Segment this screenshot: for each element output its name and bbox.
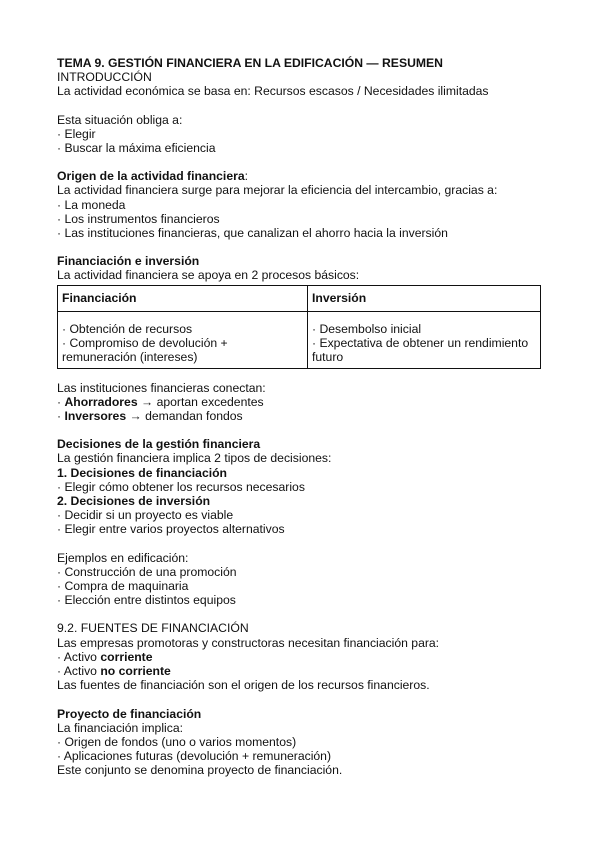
- activo-no-corriente-label: no corriente: [100, 664, 171, 679]
- fin-inv-text: La actividad financiera se apoya en 2 procesos básicos:: [57, 268, 360, 283]
- intro-text: La actividad económica se basa en: Recursos escasos / Necesidades ilimitadas: [57, 84, 489, 99]
- table-cell-financiacion: [58, 311, 308, 368]
- decision-inversion-heading: 2. Decisiones de inversión: [57, 494, 211, 509]
- ejemplos-heading: Ejemplos en edificación:: [57, 550, 189, 565]
- list-item: · La moneda: [57, 197, 126, 212]
- list-item: · Decidir si un proyecto es viable: [57, 508, 234, 523]
- activo-prefix: · Activo: [57, 664, 101, 679]
- fin-inv-heading: Financiación e inversión: [57, 254, 200, 269]
- proyecto-text-2: Este conjunto se denomina proyecto de financiación.: [57, 763, 343, 778]
- origen-text: La actividad financiera surge para mejorar la eficiencia del intercambio, gracias a:: [57, 183, 498, 198]
- activo-prefix: · Activo: [57, 649, 101, 664]
- intro-obliga: Esta situación obliga a:: [57, 112, 183, 127]
- table-row: [58, 311, 541, 368]
- bullet: ·: [57, 394, 65, 409]
- origen-heading-suffix: :: [244, 169, 249, 184]
- decision-financiacion-heading: 1. Decisiones de financiación: [57, 465, 228, 480]
- list-item: · Los instrumentos financieros: [57, 211, 220, 226]
- fuentes-text-2: Las fuentes de financiación son el origen de los recursos financieros.: [57, 678, 430, 693]
- cell-line: · Expectativa de obtener un rendimiento: [312, 335, 529, 350]
- list-item: · Compra de maquinaria: [57, 579, 189, 594]
- ahorradores-desc: → aportan excedentes: [137, 394, 264, 409]
- decisiones-text: La gestión financiera implica 2 tipos de decisiones:: [57, 451, 332, 466]
- activo-corriente-label: corriente: [100, 649, 153, 664]
- inversores-label: Inversores: [64, 409, 127, 424]
- origen-heading-text: Origen de la actividad financiera: [57, 169, 245, 184]
- ahorradores-label: Ahorradores: [64, 394, 138, 409]
- list-item: · Elegir entre varios proyectos alternativos: [57, 522, 285, 537]
- cell-line: remuneración (intereses): [62, 349, 198, 364]
- list-item-inversores: [57, 409, 560, 423]
- decisiones-heading: Decisiones de la gestión financiera: [57, 437, 261, 452]
- origen-heading: [57, 169, 560, 183]
- intro-heading: INTRODUCCIÓN: [57, 70, 152, 85]
- list-item-activo-no-corriente: [57, 664, 560, 678]
- document-title: TEMA 9. GESTIÓN FINANCIERA EN LA EDIFICACIÓN — RESUMEN: [57, 56, 443, 70]
- table-header-financiacion: Financiación: [58, 285, 308, 311]
- fuentes-heading: 9.2. FUENTES DE FINANCIACIÓN: [57, 621, 249, 636]
- list-item: · Elegir cómo obtener los recursos necesarios: [57, 479, 305, 494]
- list-item: · Elección entre distintos equipos: [57, 593, 236, 608]
- table-cell-inversion: [308, 311, 541, 368]
- proyecto-heading: Proyecto de financiación: [57, 706, 202, 721]
- inversores-desc: → demandan fondos: [126, 409, 243, 424]
- cell-line: · Desembolso inicial: [312, 321, 422, 336]
- conectan-text: Las instituciones financieras conectan:: [57, 380, 266, 395]
- list-item: · Aplicaciones futuras (devolución + remuneración): [57, 749, 332, 764]
- proyecto-text: La financiación implica:: [57, 720, 184, 735]
- fuentes-text: Las empresas promotoras y constructoras necesitan financiación para:: [57, 635, 440, 650]
- cell-line: · Compromiso de devolución +: [62, 335, 228, 350]
- table-header-row: [58, 285, 541, 311]
- list-item-activo-corriente: [57, 650, 560, 664]
- list-item: · Las instituciones financieras, que canalizan el ahorro hacia la inversión: [57, 226, 448, 241]
- list-item: · Origen de fondos (uno o varios momentos): [57, 734, 297, 749]
- cell-line: · Obtención de recursos: [62, 321, 193, 336]
- cell-line: futuro: [312, 349, 344, 364]
- list-item-ahorradores: [57, 395, 560, 409]
- table-header-inversion: Inversión: [308, 285, 541, 311]
- list-item: · Elegir: [57, 126, 96, 141]
- financiacion-inversion-table: [57, 285, 541, 369]
- list-item: · Buscar la máxima eficiencia: [57, 141, 216, 156]
- list-item: · Construcción de una promoción: [57, 564, 237, 579]
- bullet: ·: [57, 409, 65, 424]
